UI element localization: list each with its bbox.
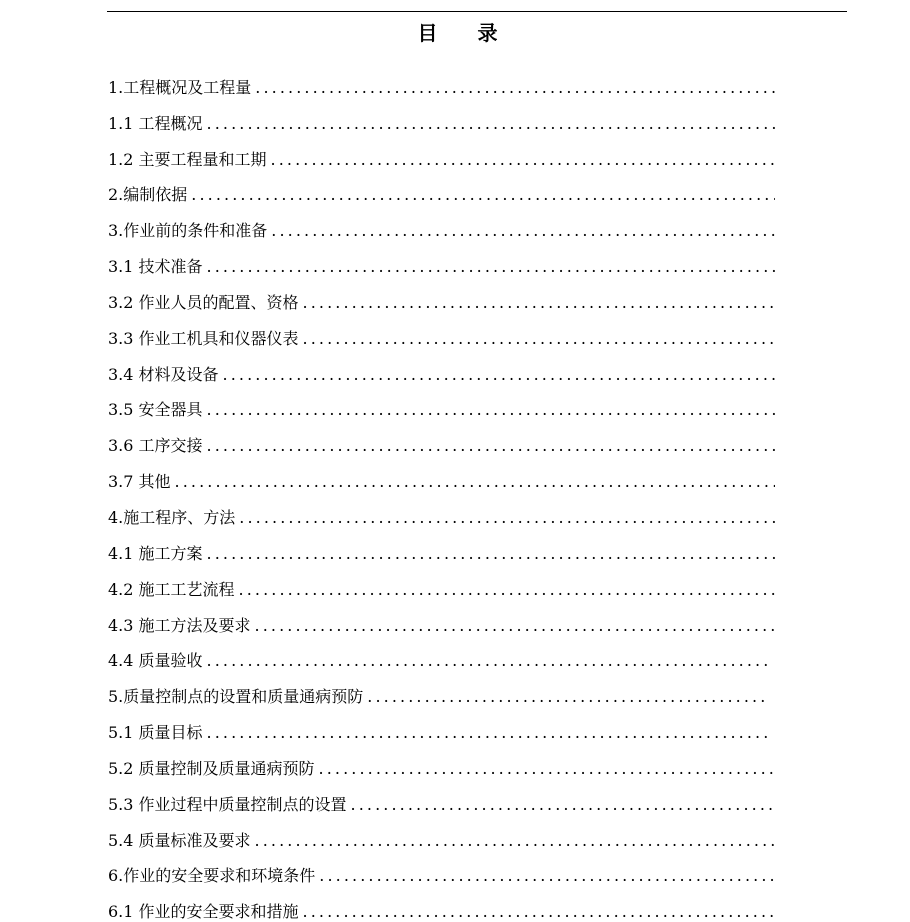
toc-entry-text: 3.4 材料及设备 bbox=[108, 364, 219, 384]
toc-entry[interactable] bbox=[108, 851, 775, 887]
dot-leader bbox=[303, 293, 775, 313]
dot-leader bbox=[255, 78, 775, 98]
toc-entry[interactable] bbox=[108, 277, 775, 313]
toc-entry-text: 6.作业的安全要求和环境条件 bbox=[108, 866, 316, 886]
toc-entry-text: 4.4 质量验收 bbox=[108, 651, 203, 671]
toc-entry[interactable] bbox=[108, 170, 775, 206]
toc-entry[interactable] bbox=[108, 743, 775, 779]
dot-leader bbox=[239, 508, 775, 528]
toc-entry-text: 3.7 其他 bbox=[108, 472, 171, 492]
toc-entry-text: 4.施工程序、方法 bbox=[108, 507, 236, 527]
toc-entry-text: 4.3 施工方法及要求 bbox=[108, 615, 251, 635]
toc-entry-text: 1.工程概况及工程量 bbox=[108, 77, 252, 97]
dot-leader bbox=[223, 365, 775, 385]
toc-entry[interactable] bbox=[108, 886, 775, 922]
toc-entry[interactable] bbox=[108, 779, 775, 815]
toc-entry-text: 1.2 主要工程量和工期 bbox=[108, 149, 267, 169]
dot-leader bbox=[191, 185, 775, 205]
toc-entry[interactable] bbox=[108, 385, 775, 421]
toc-entry[interactable] bbox=[108, 600, 775, 636]
toc-entry-text: 4.1 施工方案 bbox=[108, 543, 203, 563]
toc-entry[interactable] bbox=[108, 205, 775, 241]
toc-entry[interactable] bbox=[108, 671, 767, 707]
toc-entry-text: 6.1 作业的安全要求和措施 bbox=[108, 902, 299, 922]
toc-entry[interactable] bbox=[108, 707, 767, 743]
dot-leader bbox=[319, 866, 775, 886]
toc-entry[interactable] bbox=[108, 492, 775, 528]
toc-entry[interactable] bbox=[108, 98, 775, 134]
toc-entry[interactable] bbox=[108, 564, 775, 600]
toc-entry[interactable] bbox=[108, 420, 775, 456]
toc-entry[interactable] bbox=[108, 636, 767, 672]
dot-leader bbox=[175, 472, 775, 492]
dot-leader bbox=[351, 795, 775, 815]
dot-leader bbox=[207, 723, 767, 743]
toc-entry-text: 5.3 作业过程中质量控制点的设置 bbox=[108, 794, 347, 814]
dot-leader bbox=[207, 544, 775, 564]
toc-entry-text: 3.1 技术准备 bbox=[108, 257, 203, 277]
toc-entry[interactable] bbox=[108, 456, 775, 492]
dot-leader bbox=[303, 902, 775, 922]
dot-leader bbox=[207, 651, 767, 671]
toc-entry[interactable] bbox=[108, 313, 775, 349]
toc-entry-text: 5.2 质量控制及质量通病预防 bbox=[108, 758, 315, 778]
toc-entry[interactable] bbox=[108, 349, 775, 385]
toc-entry-text: 4.2 施工工艺流程 bbox=[108, 579, 235, 599]
toc-entry-text: 3.2 作业人员的配置、资格 bbox=[108, 292, 299, 312]
toc-entry-text: 3.6 工序交接 bbox=[108, 436, 203, 456]
toc-entry-text: 1.1 工程概况 bbox=[108, 113, 203, 133]
dot-leader bbox=[367, 687, 767, 707]
table-of-contents bbox=[108, 62, 775, 922]
dot-leader bbox=[255, 831, 775, 851]
toc-entry[interactable] bbox=[108, 134, 775, 170]
dot-leader bbox=[207, 114, 775, 134]
dot-leader bbox=[207, 436, 775, 456]
dot-leader bbox=[207, 257, 775, 277]
toc-title: 目录 bbox=[417, 21, 538, 45]
dot-leader bbox=[303, 329, 775, 349]
toc-entry[interactable] bbox=[108, 62, 775, 98]
dot-leader bbox=[271, 150, 775, 170]
toc-entry[interactable] bbox=[108, 815, 775, 851]
toc-entry-text: 3.3 作业工机具和仪器仪表 bbox=[108, 328, 299, 348]
dot-leader bbox=[239, 580, 775, 600]
dot-leader bbox=[255, 616, 775, 636]
toc-entry-text: 5.质量控制点的设置和质量通病预防 bbox=[108, 687, 364, 707]
dot-leader bbox=[271, 221, 775, 241]
toc-entry[interactable] bbox=[108, 528, 775, 564]
dot-leader bbox=[319, 759, 775, 779]
header-rule bbox=[107, 11, 847, 12]
toc-entry[interactable] bbox=[108, 241, 775, 277]
toc-entry-text: 2.编制依据 bbox=[108, 185, 188, 205]
toc-entry-text: 3.5 安全器具 bbox=[108, 400, 203, 420]
toc-entry-text: 5.4 质量标准及要求 bbox=[108, 830, 251, 850]
dot-leader bbox=[207, 400, 775, 420]
toc-entry-text: 5.1 质量目标 bbox=[108, 723, 203, 743]
toc-entry-text: 3.作业前的条件和准备 bbox=[108, 221, 268, 241]
